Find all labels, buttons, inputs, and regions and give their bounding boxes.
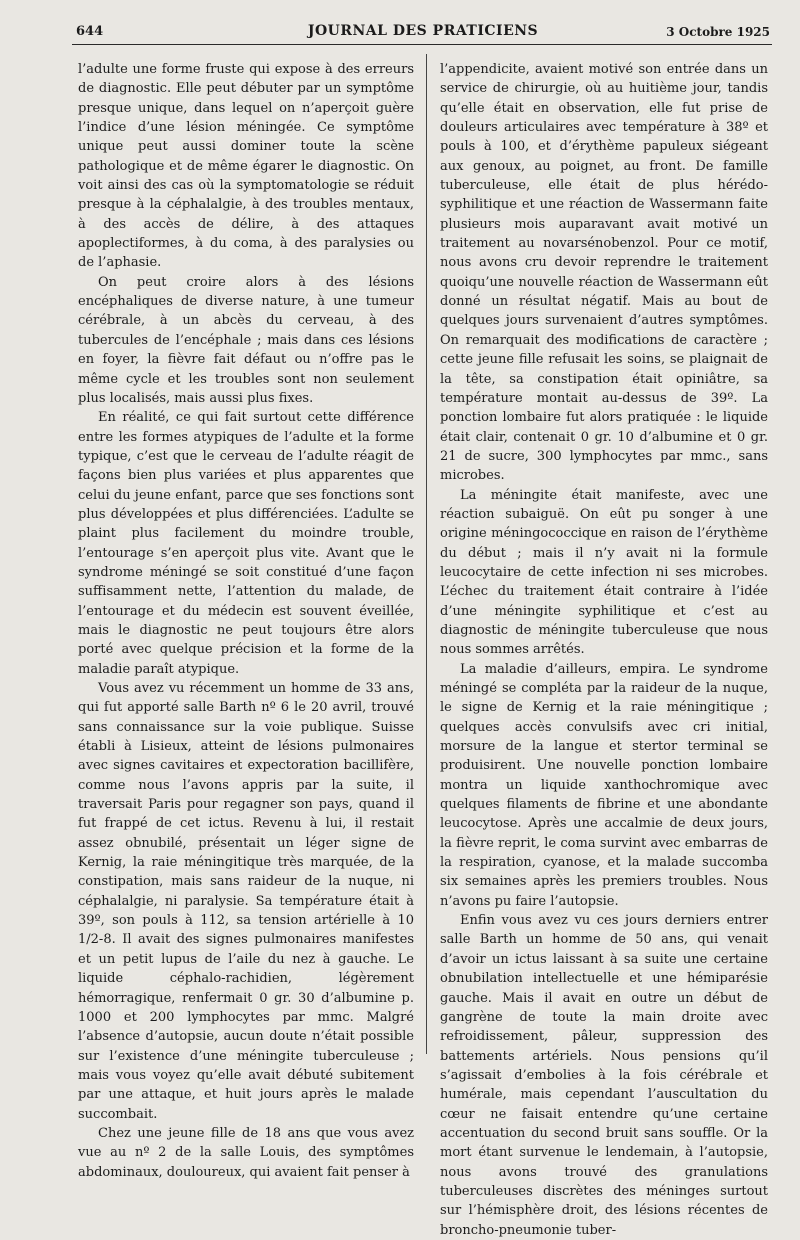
- paragraph: On peut croire alors à des lésions encéphaliques de diverse nature, à une tumeur cérébrale, à un abcès du cerveau, à des tubercules de l’encéphale ; mais dans ces lésions en foyer, la fièvre fait défaut ou n’offre pas le même cycle et les troubles sont non seulement plus localisés, mais aussi plus fixes.: [78, 274, 414, 406]
- header-rule: [72, 44, 772, 45]
- journal-title: JOURNAL DES PRATICIENS: [307, 23, 539, 39]
- paragraph: Enfin vous avez vu ces jours derniers entrer salle Barth un homme de 50 ans, qui venait d’avoir un ictus laissant à sa suite une certaine obnubilation intellectuelle et une hémiparésie gauche. Mais il avait en outre un début de gangrène de toute la main droite avec refroidissement, pâleur, suppression des battements artériels. Nous pensions qu’il s’agissait d’embolies à la fois cérébrale et humérale, mais cependant l’auscultation du cœur ne faisait entendre qu’une certaine accentuation du second bruit sans souffle. Or la mort étant survenue le lendemain, à l’autopsie, nous avons trouvé des granulations tuberculeuses discrètes des méninges surtout sur l’hémisphère droit, des lésions récentes de broncho-pneumonie tuber-: [440, 913, 768, 1238]
- paragraph: l’adulte une forme fruste qui expose à des erreurs de diagnostic. Elle peut débuter par un symptôme presque unique, dans lequel on n’aperçoit guère l’indice d’une lésion méningée. Ce symptôme unique peut aussi dominer toute la scène pathologique et de même égarer le diagnostic. On voit ainsi des cas où la symptomatologie se réduit presque à la céphalalgie, à des troubles mentaux, à des accès de délire, à des attaques apoplectiformes, à du coma, à des paralysies ou de l’aphasie.: [78, 62, 414, 271]
- paragraph: La méningite était manifeste, avec une réaction subaiguë. On eût pu songer à une origine méningococcique en raison de l’érythème du début ; mais il n’y avait ni la formule leucocytaire de cette infection ni ses microbes. L’échec du traitement était contraire à l’idée d’une méningite syphilitique et c’est au diagnostic de méningite tuberculeuse que nous nous sommes arrêtés.: [440, 487, 768, 658]
- page-header: [76, 20, 770, 44]
- paragraph: l’appendicite, avaient motivé son entrée dans un service de chirurgie, où au huitième jour, tandis qu’elle était en observation, elle fut prise de douleurs articulaires avec température à 38º et pouls à 100, et d’érythème papuleux siégeant aux genoux, au poignet, au front. De famille tuberculeuse, elle était de plus hérédo-syphilitique et une réaction de Wassermann faite plusieurs mois auparavant avait motivé un traitement au novarsénobenzol. Pour ce motif, nous avons cru devoir reprendre le traitement quoiqu’une nouvelle réaction de Wassermann eût donné un résultat négatif. Mais au bout de quelques jours survenaient d’autres symptômes. On remarquait des modifications de caractère ; cette jeune fille refusait les soins, se plaignait de la tête, sa constipation était opiniâtre, sa température montait au-dessus de 39º. La ponction lombaire fut alors pratiquée : le liquide était clair, contenait 0 gr. 10 d’albumine et 0 gr. 21 de sucre, 300 lymphocytes par mmc., sans microbes.: [440, 62, 768, 484]
- issue-date: 3 Octobre 1925: [666, 25, 770, 39]
- paragraph: La maladie d’ailleurs, empira. Le syndrome méningé se compléta par la raideur de la nuque, le signe de Kernig et la raie méningitique ; quelques accès convulsifs avec cri initial, morsure de la langue et stertor terminal se produisirent. Une nouvelle ponction lombaire montra un liquide xanthochromique avec quelques filaments de fibrine et une abondante leucocytose. Après une accalmie de deux jours, la fièvre reprit, le coma survint avec embarras de la respiration, cyanose, et la malade succomba six semaines après les premiers troubles. Nous n’avons pu faire l’autopsie.: [440, 661, 768, 909]
- paragraph: En réalité, ce qui fait surtout cette différence entre les formes atypiques de l’adulte et la forme typique, c’est que le cerveau de l’adulte réagit de façons bien plus variées et plus apparentes que celui du jeune enfant, parce que ses fonctions sont plus développées et plus différenciées. L’adulte se plaint plus facilement du moindre trouble, l’entourage s’en aperçoit plus vite. Avant que le syndrome méningé se soit constitué d’une façon suffisamment nette, l’attention du malade, de l’entourage et du médecin est souvent éveillée, mais le diagnostic ne peut toujours être alors porté avec quelque précision et la forme de la maladie paraît atypique.: [78, 410, 414, 677]
- paragraph: Vous avez vu récemment un homme de 33 ans, qui fut apporté salle Barth nº 6 le 20 avril, trouvé sans connaissance sur la voie publique. Suisse établi à Lisieux, atteint de lésions pulmonaires avec signes cavitaires et expectoration bacillifère, comme nous l’avons appris par la suite, il traversait Paris pour regagner son pays, quand il fut frappé de cet ictus. Revenu à lui, il restait assez obnubilé, présentait un léger signe de Kernig, la raie méningitique très marquée, de la constipation, mais sans raideur de la nuque, ni céphalalgie, ni paralysie. Sa température était à 39º, son pouls à 112, sa tension artérielle à 10 1/2-8. Il avait des signes pulmonaires manifestes et un petit lupus de l’aile du nez à gauche. Le liquide céphalo-rachidien, légèrement hémorragique, renfermait 0 gr. 30 d’albumine p. 1000 et 200 lymphocytes par mmc. Malgré l’absence d’autopsie, aucun doute n’était possible sur l’existence d’une méningite tuberculeuse ; mais vous voyez qu’elle avait débuté subitement par une attaque, et huit jours après le malade succombait.: [78, 681, 414, 1122]
- column-divider: [426, 54, 427, 1054]
- page-number: 644: [76, 24, 104, 39]
- paragraph: Chez une jeune fille de 18 ans que vous avez vue au nº 2 de la salle Louis, des symptômes abdominaux, douloureux, qui avaient fait penser à: [78, 1125, 414, 1180]
- right-column: [440, 60, 768, 1238]
- left-column: [78, 60, 414, 1180]
